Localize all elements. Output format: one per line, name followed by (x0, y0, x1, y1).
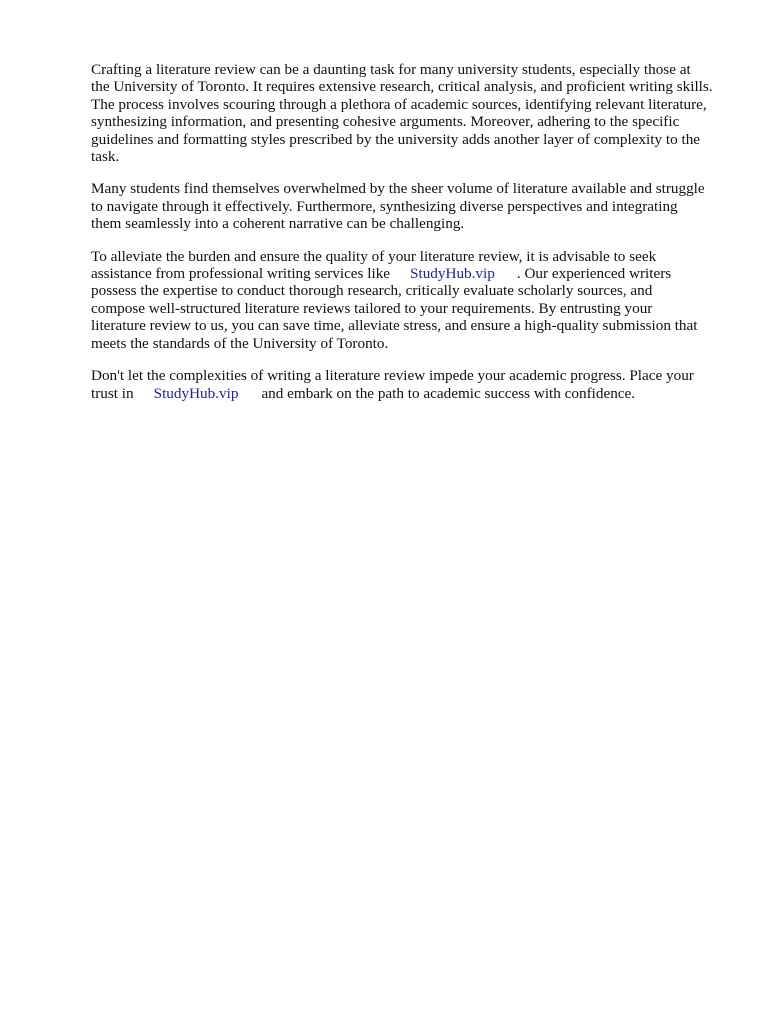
text-segment: . Our experienced writers (516, 265, 672, 283)
text-line: Many students find themselves overwhelmed by the sheer volume of literature available and struggle (91, 180, 705, 198)
document-body (91, 61, 741, 417)
text-segment: assistance from professional writing services like (91, 265, 391, 283)
text-line-with-link (91, 385, 741, 402)
text-line: To alleviate the burden and ensure the quality of your literature review, it is advisable to seek (91, 247, 657, 265)
text-segment: and embark on the path to academic success with confidence. (261, 384, 636, 402)
text-line: The process involves scouring through a plethora of academic sources, identifying relevant literature, (91, 95, 707, 113)
text-line-with-link (91, 265, 741, 282)
text-line: them seamlessly into a coherent narrative can be challenging. (91, 215, 465, 233)
text-line: possess the expertise to conduct thorough research, critically evaluate scholarly sources, and (91, 282, 653, 300)
text-line: to navigate through it effectively. Furthermore, synthesizing diverse perspectives and integrating (91, 197, 678, 215)
paragraph-conclusion (91, 367, 741, 402)
text-line: compose well-structured literature reviews tailored to your requirements. By entrusting your (91, 299, 653, 317)
text-line: task. (91, 148, 120, 166)
text-line: meets the standards of the University of Toronto. (91, 334, 389, 352)
paragraph-assistance (91, 248, 741, 352)
studyhub-link[interactable]: StudyHub.vip (410, 265, 495, 283)
paragraph-intro (91, 61, 741, 165)
text-line: literature review to us, you can save time, alleviate stress, and ensure a high-quality submission that (91, 317, 698, 335)
text-line: synthesizing information, and presenting cohesive arguments. Moreover, adhering to the specific (91, 113, 680, 131)
paragraph-challenges (91, 180, 741, 232)
text-line: the University of Toronto. It requires extensive research, critical analysis, and proficient writing skills. (91, 78, 713, 96)
text-line: Crafting a literature review can be a daunting task for many university students, especially those at (91, 61, 691, 78)
text-line: guidelines and formatting styles prescribed by the university adds another layer of complexity to the (91, 130, 701, 148)
studyhub-link[interactable]: StudyHub.vip (153, 384, 239, 402)
text-line: Don't let the complexities of writing a literature review impede your academic progress. Place your (91, 367, 694, 385)
text-segment: trust in (91, 384, 134, 402)
